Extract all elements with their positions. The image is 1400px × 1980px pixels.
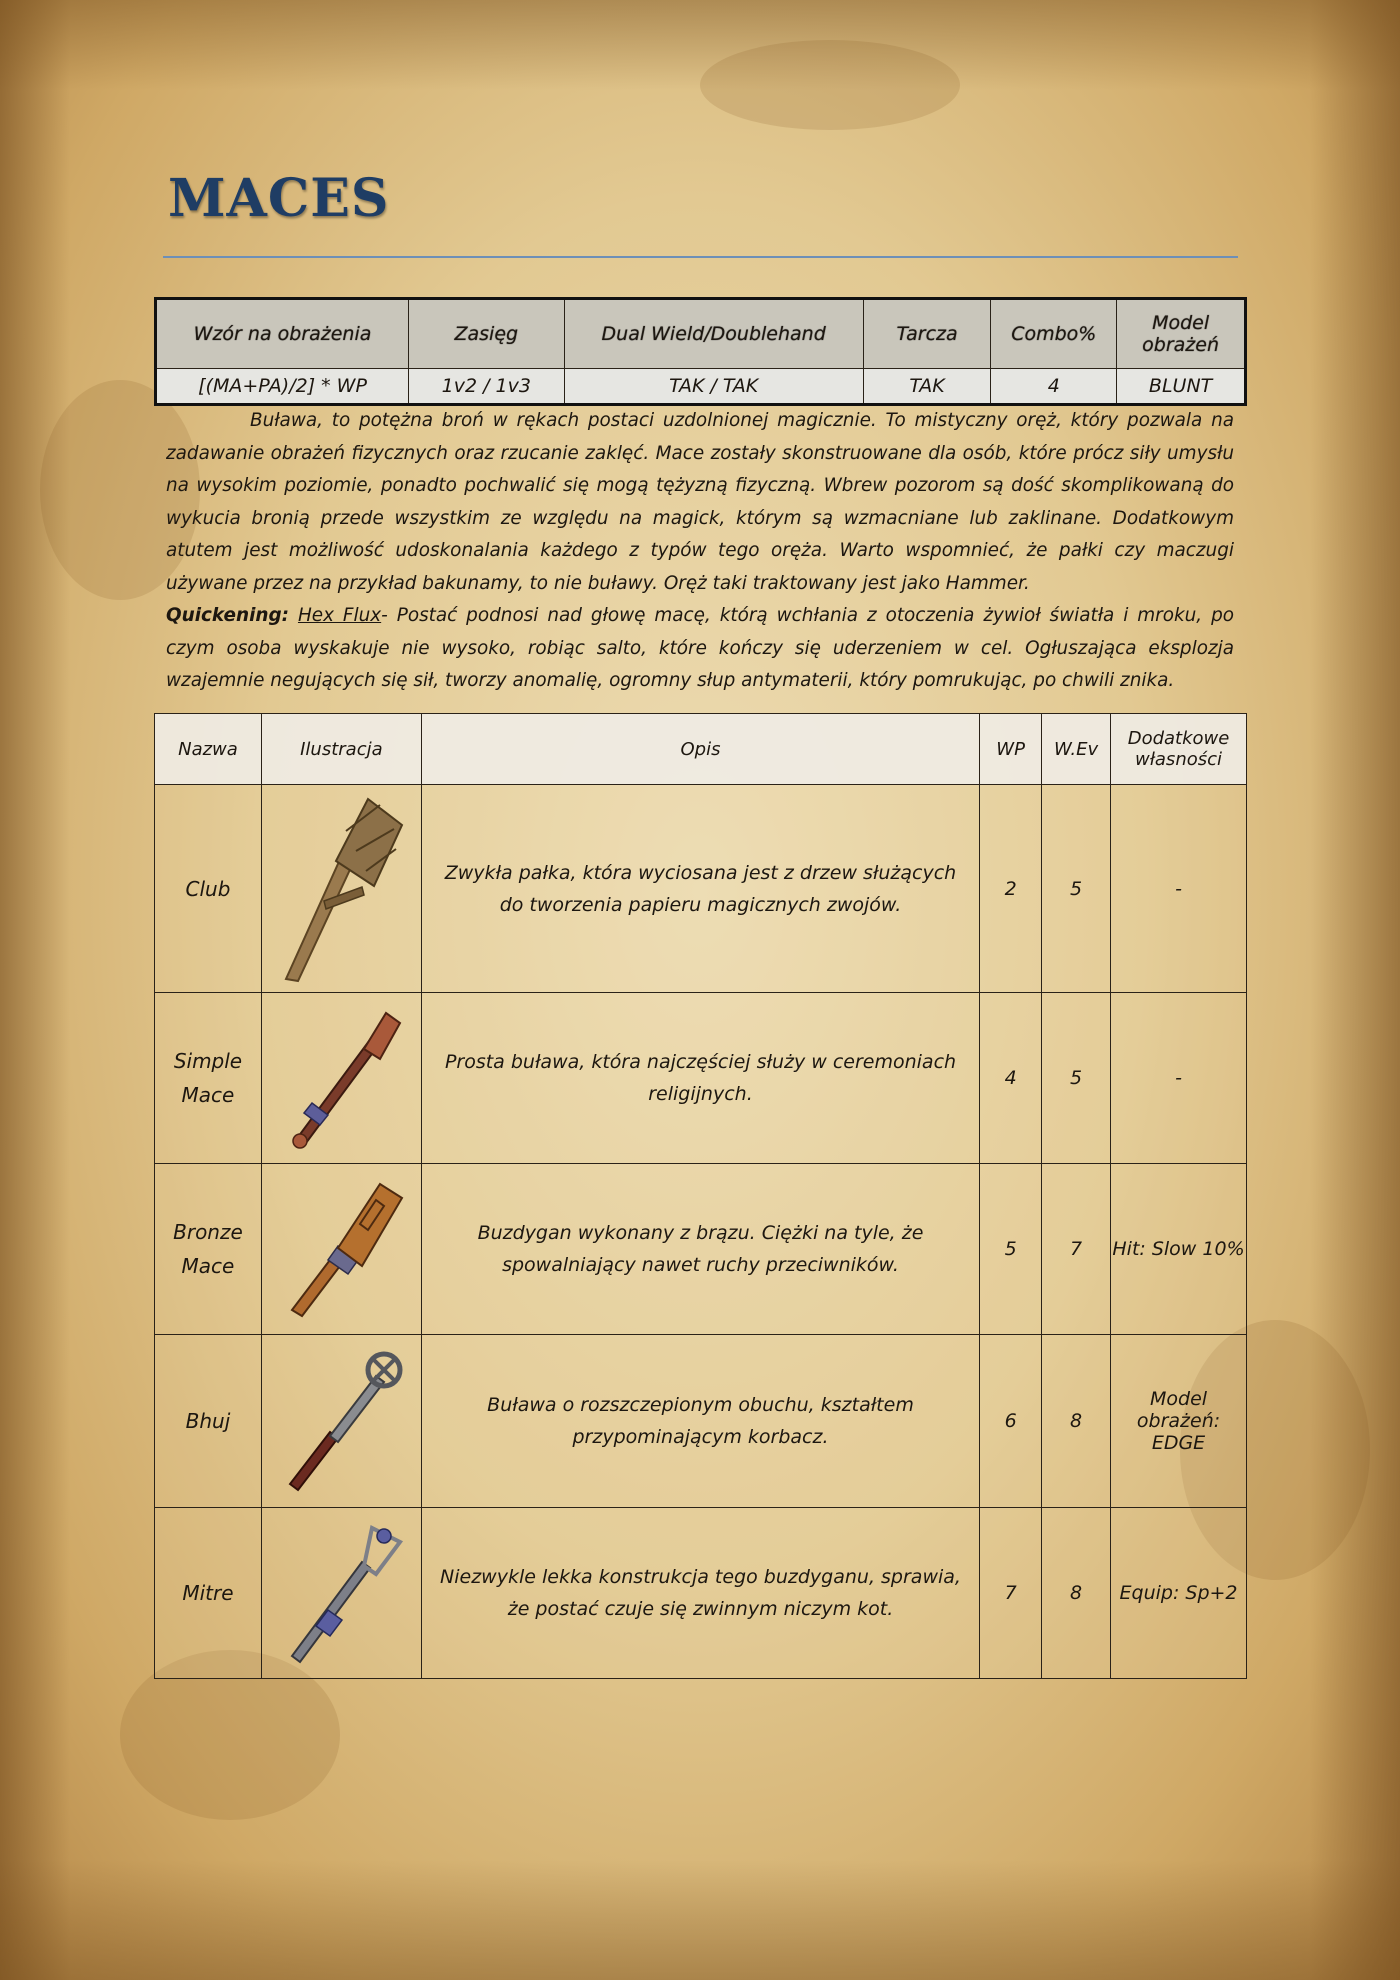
weapon-name: Bhuj bbox=[155, 1335, 262, 1508]
quickening-paragraph bbox=[166, 600, 1234, 698]
weapons-header-row bbox=[155, 714, 1247, 785]
weapon-wev: 8 bbox=[1042, 1508, 1111, 1679]
weapon-name: Mitre bbox=[155, 1508, 262, 1679]
summary-value: 1v2 / 1v3 bbox=[409, 369, 564, 405]
description-block bbox=[166, 405, 1234, 698]
table-row bbox=[155, 1164, 1247, 1335]
summary-value: BLUNT bbox=[1117, 369, 1246, 405]
weapon-illustration bbox=[261, 993, 421, 1164]
weapons-table bbox=[154, 713, 1247, 1679]
table-row bbox=[155, 785, 1247, 993]
summary-value: TAK bbox=[863, 369, 991, 405]
summary-header: Combo% bbox=[991, 299, 1117, 369]
description-paragraph bbox=[166, 405, 1234, 600]
weapon-wev: 7 bbox=[1042, 1164, 1111, 1335]
table-row bbox=[155, 993, 1247, 1164]
weapons-header: Nazwa bbox=[155, 714, 262, 785]
weapon-extra: Equip: Sp+2 bbox=[1111, 1508, 1247, 1679]
weapons-header: Opis bbox=[421, 714, 979, 785]
weapon-extra: Hit: Slow 10% bbox=[1111, 1164, 1247, 1335]
quickening-text: - Postać podnosi nad głowę macę, którą wchłania z otoczenia żywioł światła i mroku, po czym osoba wyskakuje nie wysoko, robiąc salto, które kończy się uderzeniem w cel. Ogłuszająca eksplozja wzajemnie negujących się sił, tworzy anomalię, ogromny słup antymaterii, który pomrukując, po chwili znika. bbox=[166, 605, 1234, 691]
weapon-wev: 5 bbox=[1042, 785, 1111, 993]
page-title: MACES bbox=[168, 168, 390, 229]
summary-header-row bbox=[156, 299, 1246, 369]
weapons-header: Dodatkowe własności bbox=[1111, 714, 1247, 785]
table-row bbox=[155, 1508, 1247, 1679]
weapon-description: Buzdygan wykonany z brązu. Ciężki na tyle, że spowalniający nawet ruchy przeciwników. bbox=[421, 1164, 979, 1335]
summary-table bbox=[154, 297, 1247, 406]
weapon-description: Zwykła pałka, która wyciosana jest z drzew służących do tworzenia papieru magicznych zwojów. bbox=[421, 785, 979, 993]
mitre-icon bbox=[276, 1518, 406, 1668]
title-divider bbox=[163, 256, 1238, 258]
weapon-wp: 4 bbox=[980, 993, 1042, 1164]
weapon-name: Club bbox=[155, 785, 262, 993]
weapons-header: Ilustracja bbox=[261, 714, 421, 785]
weapon-illustration bbox=[261, 1164, 421, 1335]
quickening-name: Hex Flux bbox=[297, 605, 382, 626]
weapon-wev: 8 bbox=[1042, 1335, 1111, 1508]
weapons-header: W.Ev bbox=[1042, 714, 1111, 785]
weapon-description: Prosta buława, która najczęściej służy w ceremoniach religijnych. bbox=[421, 993, 979, 1164]
summary-value-row bbox=[156, 369, 1246, 405]
summary-header: Model obrażeń bbox=[1117, 299, 1246, 369]
weapon-wp: 6 bbox=[980, 1335, 1042, 1508]
summary-header: Zasięg bbox=[409, 299, 564, 369]
weapon-illustration bbox=[261, 1335, 421, 1508]
weapon-wp: 7 bbox=[980, 1508, 1042, 1679]
summary-value: 4 bbox=[991, 369, 1117, 405]
weapons-header: WP bbox=[980, 714, 1042, 785]
summary-value: TAK / TAK bbox=[564, 369, 863, 405]
summary-header: Dual Wield/Doublehand bbox=[564, 299, 863, 369]
simple-mace-icon bbox=[276, 1003, 406, 1153]
summary-header: Wzór na obrażenia bbox=[156, 299, 409, 369]
weapon-extra: - bbox=[1111, 785, 1247, 993]
weapon-wp: 5 bbox=[980, 1164, 1042, 1335]
summary-header: Tarcza bbox=[863, 299, 991, 369]
club-icon bbox=[276, 791, 406, 986]
weapon-illustration bbox=[261, 1508, 421, 1679]
quickening-label: Quickening: bbox=[166, 605, 289, 626]
weapon-extra: - bbox=[1111, 993, 1247, 1164]
weapon-name: Bronze Mace bbox=[155, 1164, 262, 1335]
weapon-extra: Model obrażeń: EDGE bbox=[1111, 1335, 1247, 1508]
description-text: Buława, to potężna broń w rękach postaci uzdolnionej magicznie. To mistyczny oręż, który pozwala na zadawanie obrażeń fizycznych oraz rzucanie zaklęć. Mace zostały skonstruowane dla osób, które prócz siły umysłu na wysokim poziomie, ponadto pochwalić się mogą tężyzną fizyczną. Wbrew pozorom są dość skomplikowaną do wykucia bronią przede wszystkim ze względu na magick, którym są wzmacniane lub zaklinane. Dodatkowym atutem jest możliwość udoskonalania każdego z typów tego oręża. Warto wspomnieć, że pałki czy maczugi używane przez na przykład bakunamy, to nie buławy. Oręż taki traktowany jest jako Hammer. bbox=[166, 410, 1234, 594]
bronze-mace-icon bbox=[276, 1174, 406, 1324]
table-row bbox=[155, 1335, 1247, 1508]
weapon-illustration bbox=[261, 785, 421, 993]
summary-value: [(MA+PA)/2] * WP bbox=[156, 369, 409, 405]
weapon-description: Niezwykle lekka konstrukcja tego buzdyganu, sprawia, że postać czuje się zwinnym niczym kot. bbox=[421, 1508, 979, 1679]
weapon-wp: 2 bbox=[980, 785, 1042, 993]
bhuj-icon bbox=[276, 1346, 406, 1496]
weapon-name: Simple Mace bbox=[155, 993, 262, 1164]
weapon-description: Buława o rozszczepionym obuchu, kształtem przypominającym korbacz. bbox=[421, 1335, 979, 1508]
weapon-wev: 5 bbox=[1042, 993, 1111, 1164]
